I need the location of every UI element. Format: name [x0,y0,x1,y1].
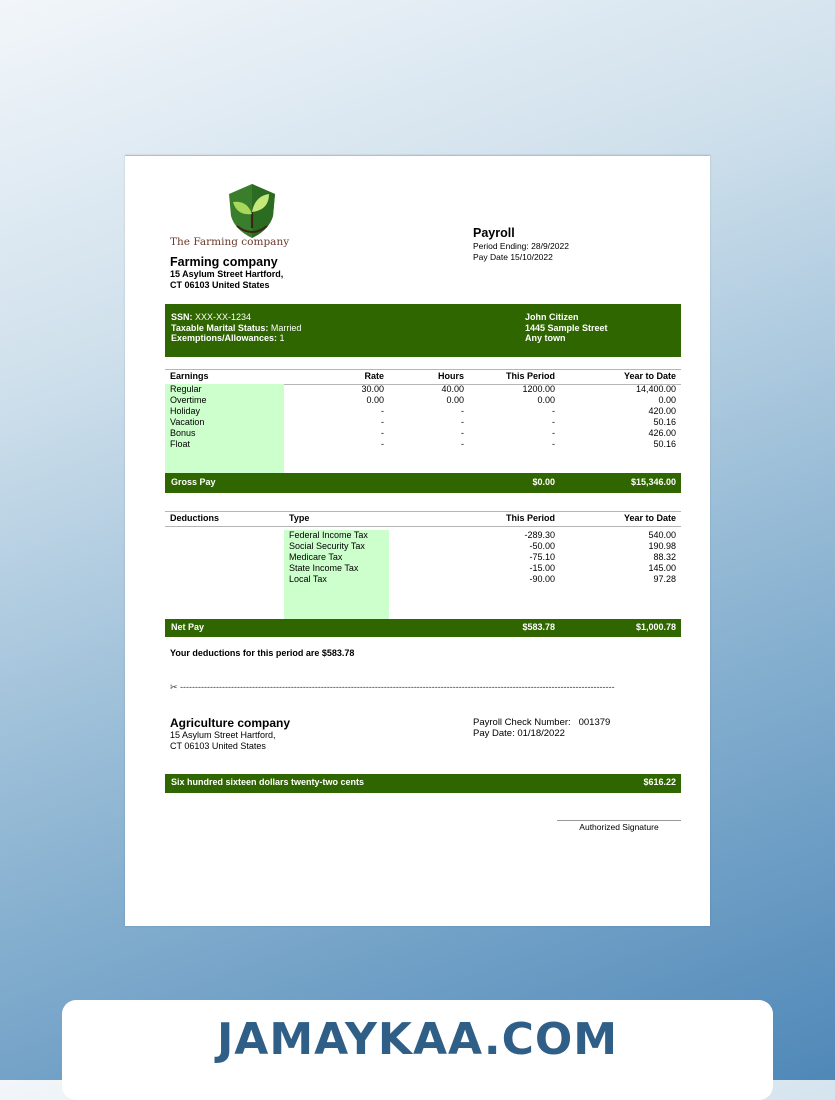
rate-col-header: Rate [364,371,384,381]
deduction-ytd-amount: 540.00 [648,530,676,540]
signature-line [557,820,681,821]
earning-hours: - [461,417,464,427]
this-period-col-header: This Period [505,513,555,523]
earning-hours: - [461,406,464,416]
amount-in-words: Six hundred sixteen dollars twenty-two cents [171,777,365,787]
cut-line: ✂ ------------------------------------------------------------------------------------------------------------------------------------------------- [170,682,615,692]
hours-col-header: Hours [437,371,464,381]
earnings-col-header: Earnings [170,371,209,381]
earning-hours: - [461,439,464,449]
earning-rate: - [381,406,384,416]
net-pay-bar [165,619,681,637]
check-number-label: Payroll Check Number: [473,717,571,728]
company-name: Farming company [170,255,278,269]
earning-name: Float [170,439,191,449]
pay-stub-document [125,155,710,926]
check-amount: $616.22 [643,777,676,787]
earning-rate: - [381,439,384,449]
earning-hours: 0.00 [446,395,464,405]
deduction-ytd-amount: 97.28 [653,574,676,584]
payroll-meta [473,241,569,262]
earnings-this-period [485,384,555,450]
signature-label: Authorized Signature [579,822,659,832]
earning-period-amount: 0.00 [537,395,555,405]
company-address-line2: CT 06103 United States [170,280,270,290]
company-address-line1: 15 Asylum Street Hartford, [170,269,284,279]
deductions-col-header: Deductions [170,513,220,523]
check-address-line2: CT 06103 United States [170,741,266,751]
company-address [170,269,283,291]
deduction-period-amount: -289.30 [524,530,555,540]
deduction-ytd-amount: 190.98 [648,541,676,551]
earnings-header [165,369,681,385]
period-ending: Period Ending: 28/9/2022 [473,241,569,251]
net-pay-label: Net Pay [171,622,205,632]
marital-label: Taxable Marital Status: [171,322,269,333]
earning-ytd-amount: 14,400.00 [635,384,676,394]
earnings-rates [325,384,384,450]
logo-text: The Farming company [170,236,290,248]
earnings-names [170,384,281,450]
shield-leaf-logo-icon [223,182,281,240]
check-company-address [170,730,276,752]
deduction-type: Local Tax [289,574,327,584]
gross-pay-period: $0.00 [532,477,555,487]
earning-name: Regular [170,384,202,394]
check-amount-bar [165,774,681,793]
employee-tax-info [171,312,301,344]
net-pay-ytd: $1,000.78 [635,622,676,632]
marital-value: Married [270,322,302,333]
earning-period-amount: 1200.00 [522,384,555,394]
deduction-type: Federal Income Tax [289,530,368,540]
earning-ytd-amount: 0.00 [658,395,676,405]
type-col-header: Type [289,513,310,523]
earning-rate: 30.00 [361,384,384,394]
ytd-col-header: Year to Date [623,371,676,381]
deduction-period-amount: -90.00 [529,574,555,584]
deduction-type: Medicare Tax [289,552,343,562]
net-pay-period: $583.78 [522,622,555,632]
earnings-ytd [585,384,676,450]
employee-street: 1445 Sample Street [525,322,608,333]
earning-name: Bonus [170,428,196,438]
deduction-ytd-amount: 88.32 [653,552,676,562]
earning-rate: - [381,428,384,438]
earning-period-amount: - [552,417,555,427]
check-company-name: Agriculture company [170,716,291,730]
deduction-period-amount: -50.00 [529,541,555,551]
deduction-ytd-amount: 145.00 [648,563,676,573]
earning-period-amount: - [552,439,555,449]
deduction-period-amount: -15.00 [529,563,555,573]
earning-hours: 40.00 [441,384,464,394]
earning-ytd-amount: 50.16 [653,439,676,449]
earning-name: Holiday [170,406,201,416]
earning-period-amount: - [552,406,555,416]
check-number: 001379 [578,717,611,728]
check-address-line1: 15 Asylum Street Hartford, [170,730,276,740]
ssn-label: SSN: [171,312,193,322]
deduction-types [289,530,387,585]
deductions-header [165,511,681,527]
gross-pay-bar [165,473,681,493]
payroll-title: Payroll [473,226,515,240]
earning-hours: - [461,428,464,438]
earning-period-amount: - [552,428,555,438]
exemptions-label: Exemptions/Allowances: [171,333,278,344]
exemptions-value: 1 [279,333,285,344]
deduction-ytd [585,530,676,585]
pay-date: Pay Date 15/10/2022 [473,251,553,262]
earning-name: Overtime [170,395,207,405]
earning-ytd-amount: 420.00 [648,406,676,416]
employee-town: Any town [525,333,566,344]
deduction-type: Social Security Tax [289,541,365,551]
deduction-this-period [485,530,555,585]
earning-rate: - [381,417,384,427]
check-details [473,717,610,739]
employee-info-bar [165,304,681,357]
gross-pay-label: Gross Pay [171,477,216,487]
deductions-note: Your deductions for this period are $583.78 [170,648,355,658]
earning-ytd-amount: 50.16 [653,417,676,427]
watermark-banner [62,1000,773,1100]
deduction-type: State Income Tax [289,563,359,573]
ytd-col-header: Year to Date [623,513,676,523]
employee-address [525,312,608,344]
this-period-col-header: This Period [505,371,555,381]
gross-pay-ytd: $15,346.00 [630,477,676,487]
employee-name: John Citizen [525,312,579,322]
check-pay-date: Pay Date: 01/18/2022 [473,728,565,739]
earning-rate: 0.00 [366,395,384,405]
watermark-text: JAMAYKAA.COM [216,1014,619,1065]
deduction-period-amount: -75.10 [529,552,555,562]
earning-name: Vacation [170,417,205,427]
ssn-value: XXX-XX-1234 [195,312,252,322]
earnings-hours [405,384,464,450]
earning-ytd-amount: 426.00 [648,428,676,438]
